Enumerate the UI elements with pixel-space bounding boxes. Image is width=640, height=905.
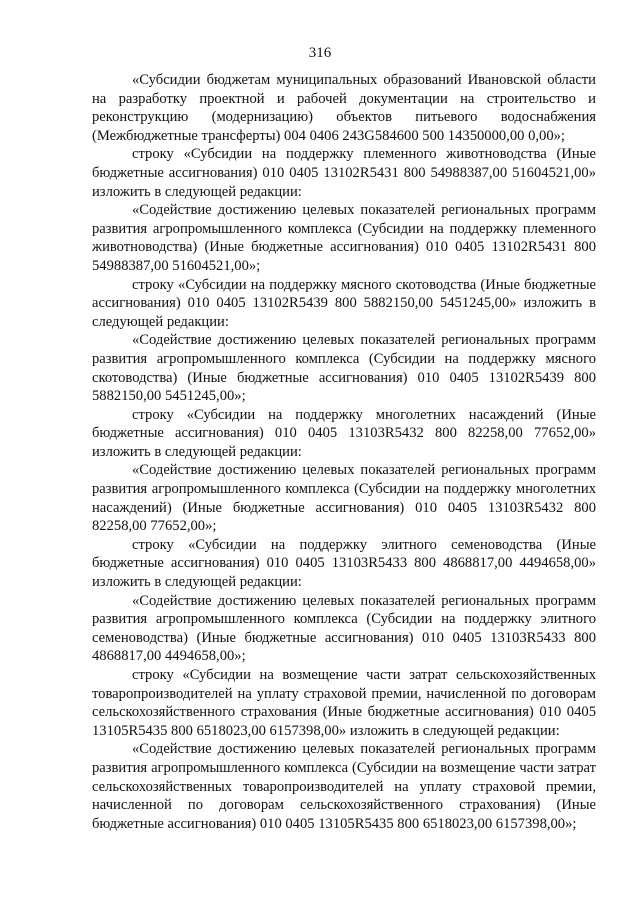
paragraph-10: строку «Субсидии на возмещение части затрат сельскохозяйственных товаропроизводителей на уплату страховой премии, начисленной по договорам сельскохозяйственного страхования (Иные бюджетные ассигнования) 010 0405 13105R5435 800 6518023,00 6157398,00» изложить в следующей редакции: <box>92 667 596 739</box>
page-number: 316 <box>308 45 332 61</box>
document-body <box>92 71 596 833</box>
paragraph-8: строку «Субсидии на поддержку элитного семеноводства (Иные бюджетные ассигнования) 010 0405 13103R5433 800 4868817,00 4494658,00» изложить в следующей редакции: <box>92 536 596 591</box>
paragraph-9: «Содействие достижению целевых показателей региональных программ развития агропромышленного комплекса (Субсидии на поддержку элитного семеноводства) (Иные бюджетные ассигнования) 010 0405 13103R5433 800 4868817,00 4494658,00»; <box>92 592 596 665</box>
paragraph-6: строку «Субсидии на поддержку многолетних насаждений (Иные бюджетные ассигнования) 010 0405 13103R5432 800 82258,00 77652,00» изложить в следующей редакции: <box>92 406 596 460</box>
paragraph-4: строку «Субсидии на поддержку мясного скотоводства (Иные бюджетные ассигнования) 010 0405 13102R5439 800 5882150,00 5451245,00» изложить в следующей редакции: <box>92 276 596 330</box>
paragraph-3: «Содействие достижению целевых показателей региональных программ развития агропромышленного комплекса (Субсидии на поддержку племенного животноводства) (Иные бюджетные ассигнования) 010 0405 13102R5431 800 54988387,00 51604521,00»; <box>92 202 596 274</box>
paragraph-5: «Содействие достижению целевых показателей региональных программ развития агропромышленного комплекса (Субсидии на поддержку мясного скотоводства) (Иные бюджетные ассигнования) 010 0405 13102R5439 800 5882150,00 5451245,00»; <box>92 332 596 405</box>
paragraph-1: «Субсидии бюджетам муниципальных образований Ивановской области на разработку проектной и рабочей документации на строительство и реконструкцию (модернизацию) объектов питьевого водоснабжения (Межбюджетные трансферты) 004 0406 243G584600 500 14350000,00 0,00»; <box>92 72 596 144</box>
paragraph-2: строку «Субсидии на поддержку племенного животноводства (Иные бюджетные ассигнования) 010 0405 13102R5431 800 54988387,00 51604521,00» изложить в следующей редакции: <box>92 146 596 200</box>
paragraph-11: «Содействие достижению целевых показателей региональных программ развития агропромышленного комплекса (Субсидии на возмещение части затрат сельскохозяйственных товаропроизводителей на уплату страховой премии, начисленной по договорам сельскохозяйственного страхования) (Иные бюджетные ассигнования) 010 0405 13105R5435 800 6518023,00 6157398,00»; <box>92 741 596 832</box>
paragraph-7: «Содействие достижению целевых показателей региональных программ развития агропромышленного комплекса (Субсидии на поддержку многолетних насаждений) (Иные бюджетные ассигнования) 010 0405 13103R5432 800 82258,00 77652,00»; <box>92 462 596 535</box>
